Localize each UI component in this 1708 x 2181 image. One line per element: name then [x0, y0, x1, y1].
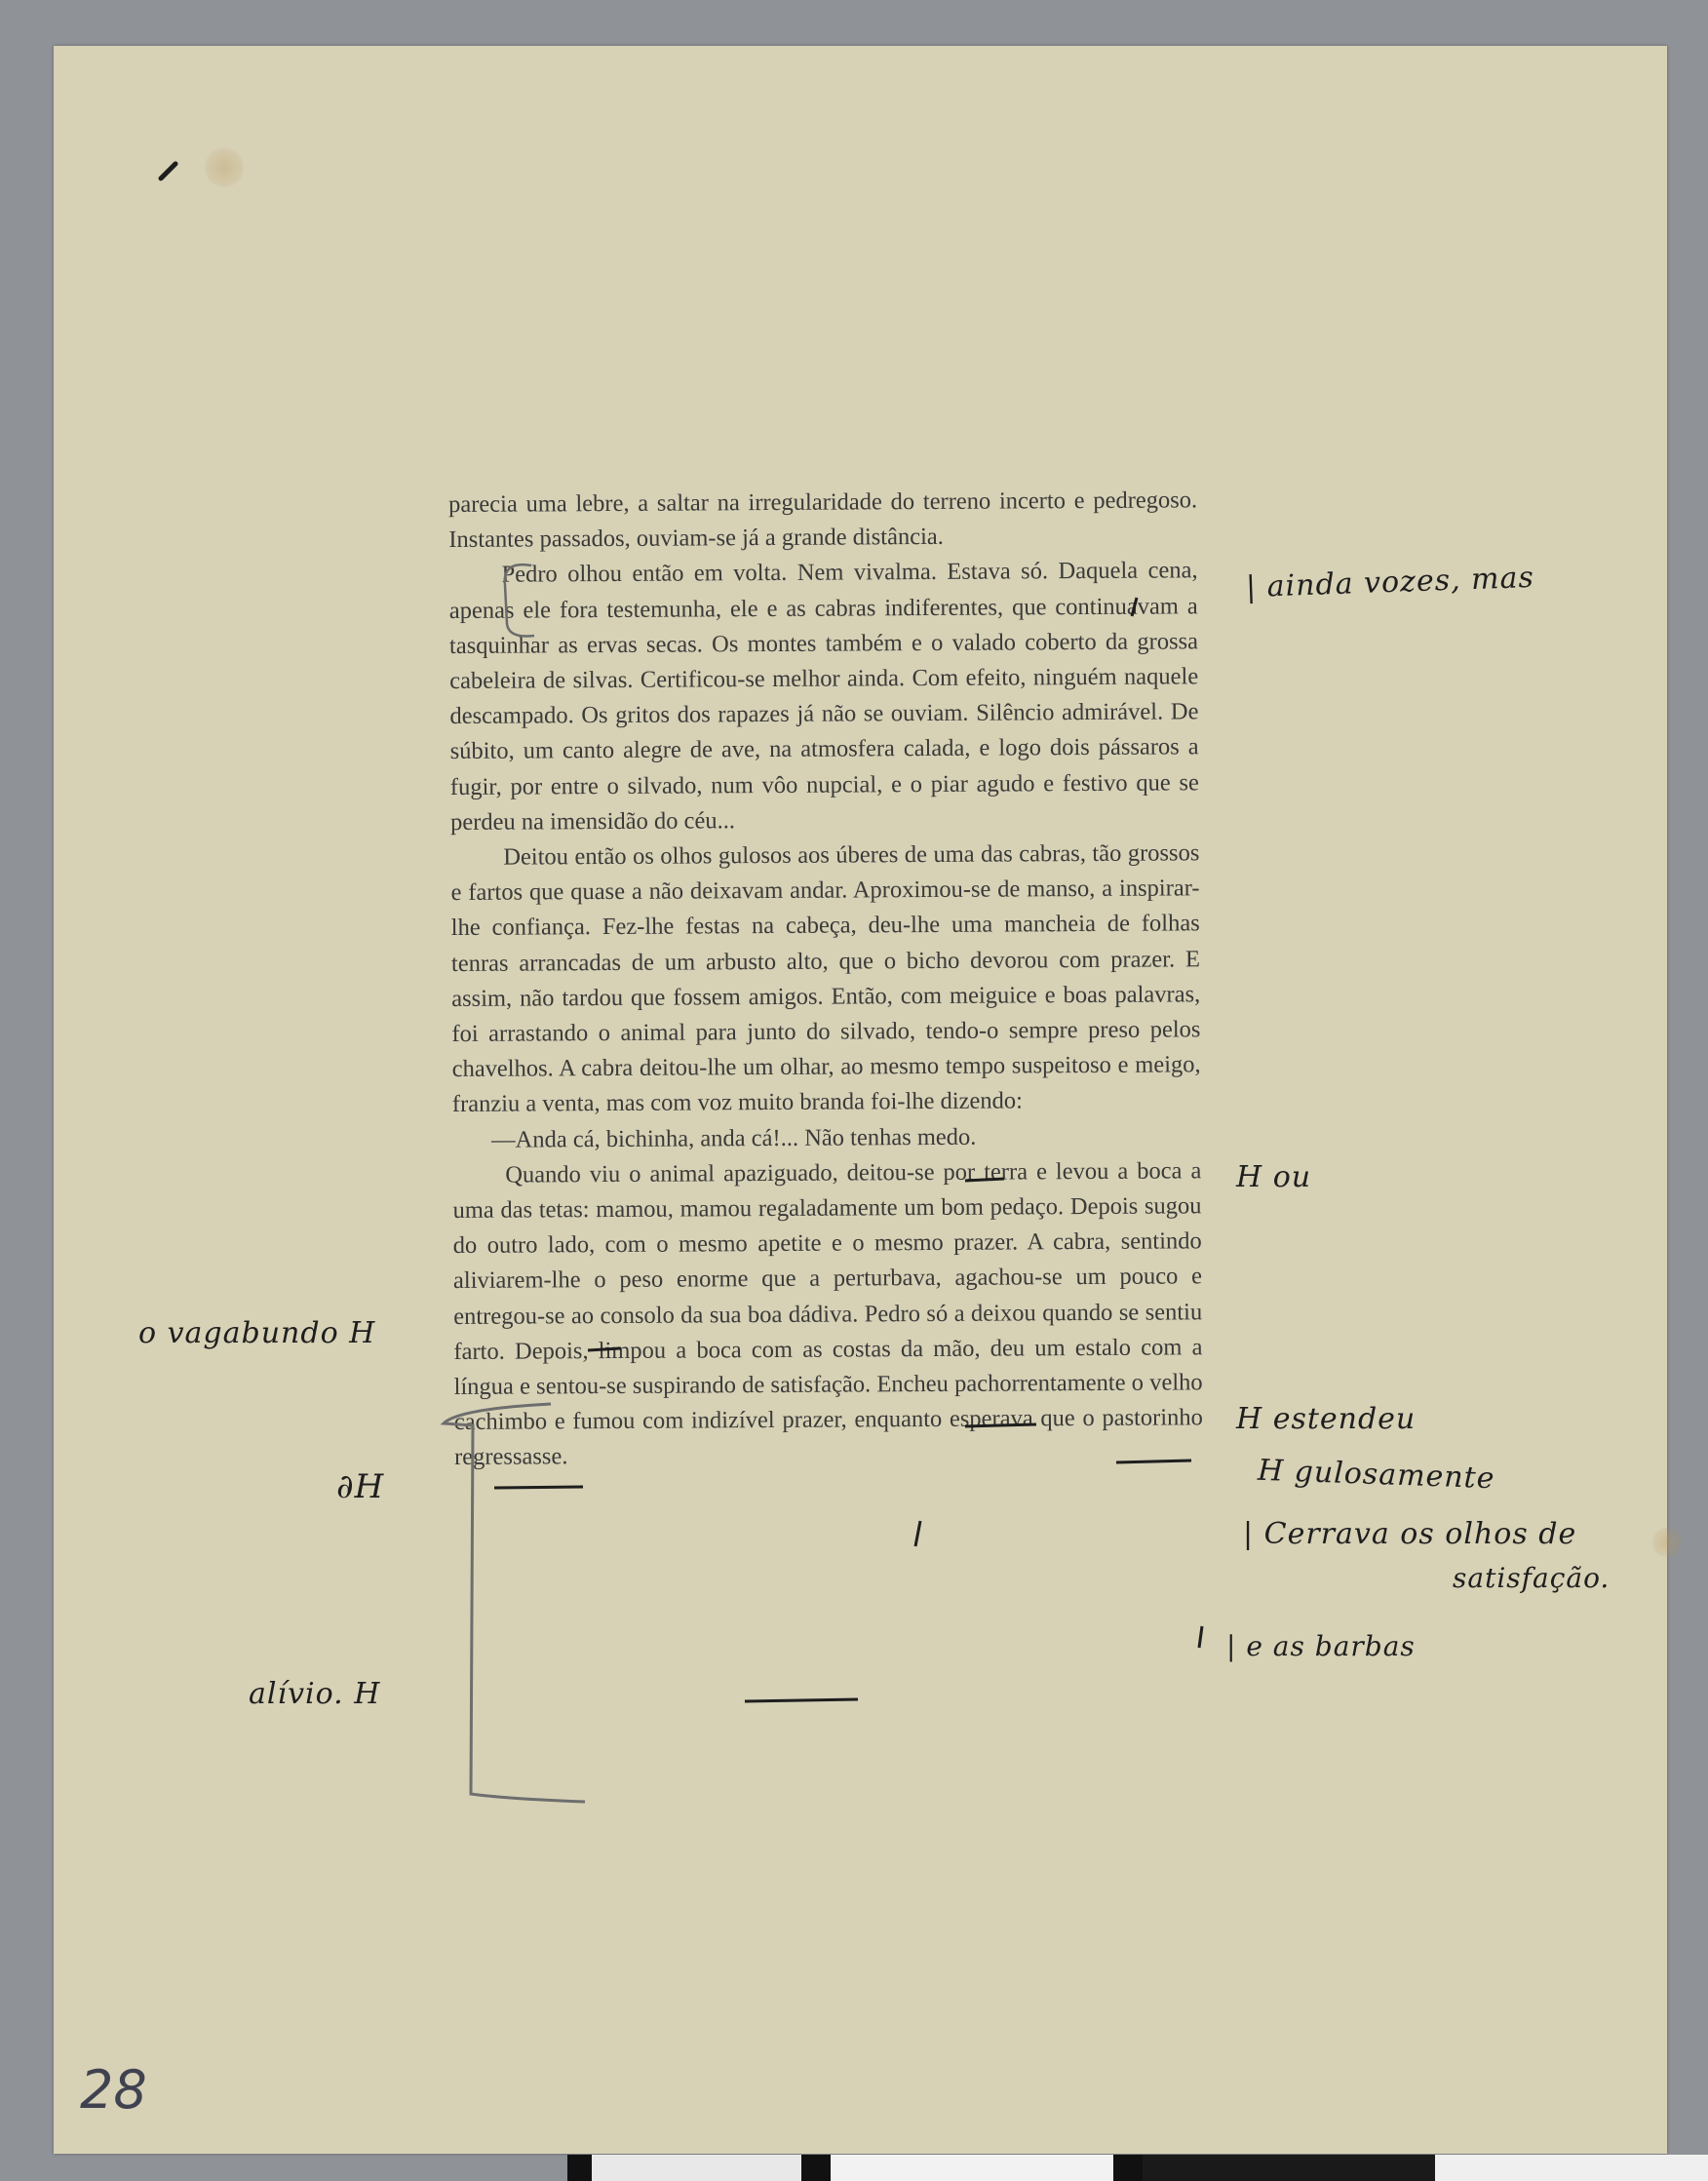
- ruler-segment: [1143, 2155, 1435, 2181]
- pencil-bracket-block: [444, 1404, 585, 1802]
- annotation-barbas: | e as barbas: [1226, 1630, 1416, 1662]
- ruler-segment: [567, 2155, 592, 2181]
- annotation-cerrava-line1: | Cerrava os olhos de: [1243, 1517, 1577, 1551]
- strike-mark: [1116, 1460, 1191, 1462]
- ruler-segment: [1113, 2155, 1143, 2181]
- annotation-ou: H ou: [1236, 1160, 1312, 1194]
- strike-mark: [965, 1179, 1004, 1181]
- annotation-ainda-vozes: | ainda vozes, mas: [1245, 560, 1535, 605]
- ruler-segment: [1435, 2155, 1708, 2181]
- paragraph-1: parecia uma lebre, a saltar na irregularidade do terreno incerto e pedregoso. Instantes passados, ouviam-se já a grande distância.: [448, 487, 1198, 554]
- annotation-vagabundo: o vagabundo H: [138, 1316, 376, 1350]
- insertion-mark: [1199, 1626, 1202, 1648]
- annotation-gulosamente: H gulosamente: [1257, 1453, 1496, 1497]
- annotation-alivio: alívio. H: [249, 1677, 381, 1711]
- annotation-estendeu: H estendeu: [1236, 1402, 1417, 1436]
- strike-mark: [965, 1424, 1036, 1426]
- ink-dot-mark: [161, 164, 175, 178]
- paragraph-2: Pedro olhou então em volta. Nem vivalma. Estava só. Daquela cena, apenas ele fora testemunha, ele e as cabras indiferentes, que continuavam a tasquinhar as ervas secas. Os montes também e o valado coberto da grossa cabeleira de silvas. Certificou-se melhor ainda. Com efeito, ninguém naquele descampado. Os gritos dos rapazes já não se ouviam. Silêncio admirável. De súbito, um canto alegre de ave, na atmosfera calada, e logo dois pássaros a fugir, por entre o silvado, num vôo nupcial, e o piar agudo e festivo que se perdeu na imensidão do céu...: [448, 557, 1199, 836]
- scale-ruler: [567, 2155, 1708, 2181]
- strike-mark: [745, 1699, 858, 1701]
- page-number: 28: [80, 2059, 147, 2121]
- annotation-mark: ∂H: [336, 1467, 385, 1506]
- ruler-segment: [592, 2155, 801, 2181]
- pencil-bracket-top: [505, 565, 534, 636]
- ruler-segment: [801, 2155, 831, 2181]
- strike-mark: [588, 1348, 621, 1350]
- dialog-line: —Anda cá, bichinha, anda cá!... Não tenhas medo.: [491, 1123, 977, 1153]
- paragraph-3: Deitou então os olhos gulosos aos úberes de uma das cabras, tão grossos e fartos que quase a não deixavam andar. Aproximou-se de manso, a inspirar-lhe confiança. Fez-lhe festas na cabeça, deu-lhe uma mancheia de folhas tenras arrancadas de um arbusto alto, que o bicho devorou com prazer. E assim, não tardou que fossem amigos. Então, com meiguice e boas palavras, foi arrastando o animal para junto do silvado, tendo-o sempre preso pelos chavelhos. A cabra deitou-lhe um olhar, ao mesmo tempo suspeitoso e meigo, franziu a venta, mas com voz muito branda foi-lhe dizendo:: [450, 839, 1201, 1118]
- insertion-mark: [915, 1521, 920, 1546]
- paragraph-4: Quando viu o animal apaziguado, deitou-se por terra e levou a boca a uma das tetas: mamou, mamou regaladamente um bom pedaço. Depois sugou do outro lado, com o mesmo apetite e o mesmo prazer. A cabra, sentindo aliviarem-lhe o peso enorme que a perturbava, agachou-se um pouco e entregou-se ao consolo da sua boa dádiva. Pedro só a deixou quando se sentiu farto. Depois, limpou a boca com as costas da mão, deu um estalo com a língua e sentou-se suspirando de satisfação. Encheu pachorrentamente o velho cachimbo e fumou com indizível prazer, enquanto esperava que o pastorinho regressasse.: [452, 1157, 1203, 1471]
- annotation-cerrava-line2: satisfação.: [1453, 1562, 1611, 1594]
- insertion-mark: [1132, 598, 1137, 616]
- ruler-segment: [831, 2155, 1113, 2181]
- strike-mark: [494, 1487, 583, 1488]
